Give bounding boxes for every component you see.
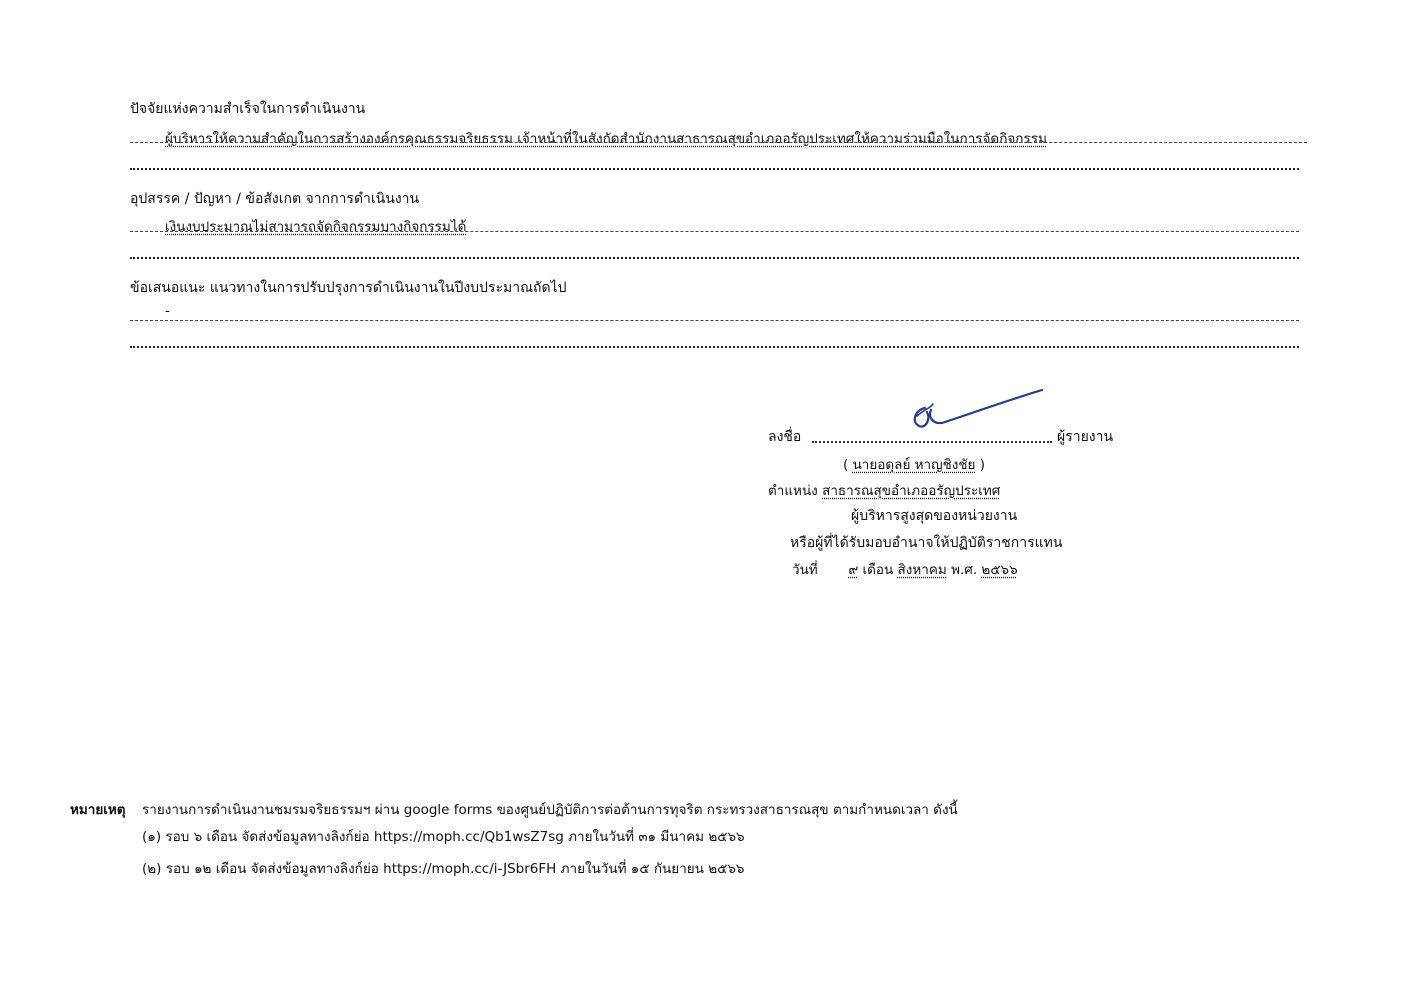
section-text-success-factors: ผู้บริหารให้ความสำคัญในการสร้างองค์กรคุณธรรมจริยธรรม เจ้าหน้าที่ในสังกัดสำนักงานสาธารณสุขอำเภออรัญประเทศให้ความร่วมมือในการจัดกิจกรรม xyxy=(165,131,1047,147)
name-close-paren: ) xyxy=(979,457,986,473)
date-day-label: วันที่ xyxy=(792,562,818,578)
section-heading-suggestions: ข้อเสนอแนะ แนวทางในการปรับปรุงการดำเนินงานในปีงบประมาณถัดไป xyxy=(130,280,567,296)
section-text-obstacles: เงินงบประมาณไม่สามารถจัดกิจกรรมบางกิจกรรมได้ xyxy=(165,219,467,235)
section-heading-success-factors: ปัจจัยแห่งความสำเร็จในการดำเนินงาน xyxy=(130,101,366,117)
dotted-line xyxy=(130,231,1299,232)
dotted-line xyxy=(130,168,1299,170)
note-text: รายงานการดำเนินงานชมรมจริยธรรมฯ ผ่าน google forms ของศูนย์ปฏิบัติการต่อต้านการทุจริต กระทรวงสาธารณสุข ตามกำหนดเวลา ดังนี้ xyxy=(142,802,958,818)
name-open-paren: ( xyxy=(843,457,849,473)
handwritten-signature xyxy=(905,388,1050,436)
signature-line xyxy=(812,441,1052,443)
note-item: (๒) รอบ ๑๒ เดือน จัดส่งข้อมูลทางลิงก์ย่อ https://moph.cc/i-JSbr6FH ภายในวันที่ ๑๕ กันยายน ๒๕๖๖ xyxy=(142,861,745,877)
date-month: สิงหาคม xyxy=(897,562,947,578)
dotted-line xyxy=(130,257,1299,259)
name-line xyxy=(843,453,985,475)
section-heading-obstacles: อุปสรรค / ปัญหา / ข้อสังเกต จากการดำเนินงาน xyxy=(130,191,420,207)
date-year-label: พ.ศ. xyxy=(951,562,978,578)
note-item: (๑) รอบ ๖ เดือน จัดส่งข้อมูลทางลิงก์ย่อ https://moph.cc/Qb1wsZ7sg ภายในวันที่ ๓๑ มีนาคม ๒๕๖๖ xyxy=(142,829,745,845)
section-text-suggestions: - xyxy=(165,303,170,319)
reporter-name: นายอดุลย์ หาญชิงชัย xyxy=(852,457,976,473)
date-month-label: เดือน xyxy=(862,562,894,578)
reporter-label: ผู้รายงาน xyxy=(1057,429,1114,445)
dotted-line xyxy=(130,346,1299,348)
position-label: ตำแหน่ง xyxy=(768,483,818,499)
dotted-line xyxy=(130,142,1307,143)
date-year: ๒๕๖๖ xyxy=(981,562,1018,578)
date-day: ๙ xyxy=(848,562,859,578)
sign-label: ลงชื่อ xyxy=(768,429,802,445)
position-value: สาธารณสุขอำเภออรัญประเทศ xyxy=(822,483,1001,499)
date-line xyxy=(792,558,1018,580)
role-line-1: ผู้บริหารสูงสุดของหน่วยงาน xyxy=(851,508,1018,524)
role-line-2: หรือผู้ที่ได้รับมอบอำนาจให้ปฏิบัติราชการแทน xyxy=(790,535,1063,551)
note-label: หมายเหตุ xyxy=(70,802,126,818)
dotted-line xyxy=(130,320,1299,321)
position-line xyxy=(768,479,1000,501)
